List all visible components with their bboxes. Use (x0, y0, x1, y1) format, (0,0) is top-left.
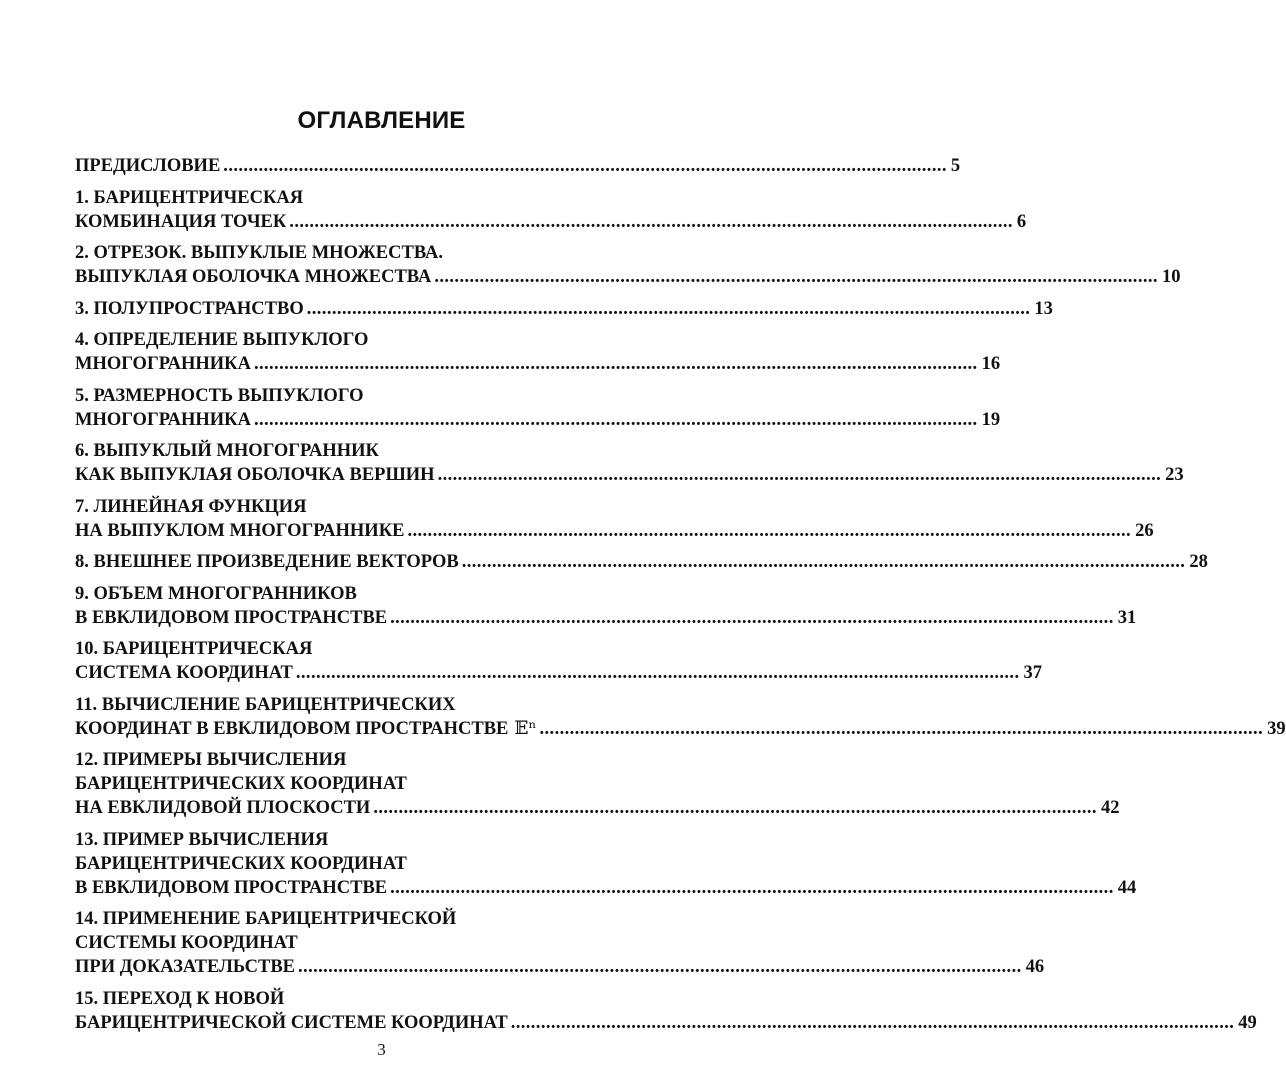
toc-entry-title-line: 2. ОТРЕЗОК. ВЫПУКЛЫЕ МНОЖЕСТВА. (75, 243, 443, 263)
toc-page-number: 49 (1238, 1012, 1257, 1033)
toc-entry-title-line: В ЕВКЛИДОВОМ ПРОСТРАНСТВЕ (75, 877, 388, 898)
toc-page-number: 44 (1117, 877, 1137, 898)
toc-entry[interactable] (75, 384, 1001, 432)
toc-entry-title-line: В ЕВКЛИДОВОМ ПРОСТРАНСТВЕ (75, 607, 388, 628)
toc-page-number: 16 (981, 354, 1001, 374)
toc-entry-title-line: НА ЕВКЛИДОВОЙ ПЛОСКОСТИ (75, 798, 371, 818)
toc-entry-last-line (75, 661, 1042, 685)
toc-entry[interactable] (75, 154, 961, 178)
dot-leader: ................................................................................................................................................ (298, 957, 1022, 977)
toc-entry[interactable] (75, 550, 1208, 574)
toc-entry[interactable] (75, 693, 1286, 741)
toc-entry[interactable] (75, 748, 1120, 820)
toc-entry-title-line: 1. БАРИЦЕНТРИЧЕСКАЯ (75, 187, 304, 208)
toc-entry-title-line: 14. ПРИМЕНЕНИЕ БАРИЦЕНТРИЧЕСКОЙ (75, 909, 457, 929)
toc-page-number: 10 (1161, 267, 1181, 287)
toc-entry-title-line: 15. ПЕРЕХОД К НОВОЙ (75, 988, 285, 1009)
toc-entry-title-line: 8. ВНЕШНЕЕ ПРОИЗВЕДЕНИЕ ВЕКТОРОВ (75, 552, 459, 572)
toc-entry-title-line: 7. ЛИНЕЙНАЯ ФУНКЦИЯ (75, 496, 307, 517)
dot-leader: ................................................................................................................................................ (390, 877, 1114, 898)
toc-entry-last-line (75, 796, 1120, 820)
toc-page-number: 46 (1025, 957, 1045, 977)
dot-leader: ................................................................................................................................................ (407, 520, 1132, 541)
toc-page-number: 39 (1267, 718, 1286, 739)
toc-entry[interactable] (75, 328, 1001, 376)
toc-entry[interactable] (75, 495, 1154, 543)
toc-entry[interactable] (75, 186, 1027, 234)
toc-entry-last-line (75, 519, 1154, 543)
toc-entry-title-line: 11. ВЫЧИСЛЕНИЕ БАРИЦЕНТРИЧЕСКИХ (75, 694, 456, 715)
toc-entry-last-line (75, 297, 1053, 321)
toc-entry-title-line: 3. ПОЛУПРОСТРАНСТВО (75, 298, 304, 319)
toc-entry-last-line (75, 550, 1208, 574)
toc-entry-last-line (75, 1011, 1257, 1035)
toc-entry-title-line: КООРДИНАТ В ЕВКЛИДОВОМ ПРОСТРАНСТВЕ (75, 718, 509, 739)
toc-entry-title-line: ВЫПУКЛАЯ ОБОЛОЧКА МНОЖЕСТВА (75, 267, 432, 287)
dot-leader: ................................................................................................................................................ (434, 267, 1158, 287)
toc-entry-last-line (75, 606, 1137, 630)
toc-entry-last-line (75, 717, 1286, 741)
toc-entry-last-line (75, 463, 1184, 487)
toc-entry-last-line (75, 154, 961, 178)
toc-title: ОГЛАВЛЕНИЕ (297, 107, 466, 134)
toc-entry[interactable] (75, 907, 1045, 979)
dot-leader: ................................................................................................................................................ (306, 298, 1031, 319)
toc-entry-title-line: МНОГОГРАННИКА (75, 409, 251, 430)
toc-entry[interactable] (75, 582, 1137, 630)
dot-leader: ................................................................................................................................................ (223, 156, 947, 176)
toc-entry-last-line (75, 876, 1137, 900)
toc-page-number: 26 (1135, 520, 1154, 541)
table-of-contents (75, 154, 1286, 1042)
toc-page-number: 28 (1189, 552, 1208, 572)
toc-entry-title-line: 13. ПРИМЕР ВЫЧИСЛЕНИЯ (75, 829, 329, 850)
toc-entry-title-line: 6. ВЫПУКЛЫЙ МНОГОГРАННИК (75, 441, 379, 461)
toc-entry-title-line: БАРИЦЕНТРИЧЕСКОЙ СИСТЕМЕ КООРДИНАТ (75, 1012, 508, 1033)
toc-page-number: 6 (1016, 211, 1027, 232)
toc-entry-title-line: 10. БАРИЦЕНТРИЧЕСКАЯ (75, 639, 313, 659)
dot-leader: ................................................................................................................................................ (295, 663, 1020, 683)
toc-entry[interactable] (75, 439, 1184, 487)
toc-entry-title-line: 9. ОБЪЕМ МНОГОГРАННИКОВ (75, 583, 357, 604)
toc-entry-last-line (75, 408, 1001, 432)
toc-entry-title-line: СИСТЕМА КООРДИНАТ (75, 663, 293, 683)
toc-entry-last-line (75, 265, 1181, 289)
dot-leader: ................................................................................................................................................ (390, 607, 1114, 628)
toc-entry-title-line: ПРИ ДОКАЗАТЕЛЬСТВЕ (75, 957, 296, 977)
page-number: 3 (377, 1040, 386, 1059)
toc-entry-title-line: БАРИЦЕНТРИЧЕСКИХ КООРДИНАТ (75, 853, 407, 874)
toc-entry[interactable] (75, 241, 1181, 289)
dot-leader: ................................................................................................................................................ (373, 798, 1097, 818)
dot-leader: ................................................................................................................................................ (461, 552, 1186, 572)
toc-entry-title-line: МНОГОГРАННИКА (75, 354, 251, 374)
toc-entry-last-line (75, 955, 1045, 979)
toc-page-number: 23 (1165, 465, 1184, 485)
dot-leader: ................................................................................................................................................ (510, 1012, 1235, 1033)
toc-entry-title-line: СИСТЕМЫ КООРДИНАТ (75, 933, 298, 953)
toc-page-number: 37 (1023, 663, 1042, 683)
toc-entry-title-line: 12. ПРИМЕРЫ ВЫЧИСЛЕНИЯ (75, 750, 347, 770)
toc-entry-title-line: 5. РАЗМЕРНОСТЬ ВЫПУКЛОГО (75, 385, 364, 406)
toc-entry-title-line: 4. ОПРЕДЕЛЕНИЕ ВЫПУКЛОГО (75, 330, 369, 350)
toc-entry-last-line (75, 210, 1027, 234)
toc-entry-title-line: КОМБИНАЦИЯ ТОЧЕК (75, 211, 287, 232)
toc-page-number: 19 (981, 409, 1001, 430)
toc-entry-title-line: КАК ВЫПУКЛАЯ ОБОЛОЧКА ВЕРШИН (75, 465, 435, 485)
toc-entry[interactable] (75, 637, 1042, 685)
toc-page-number: 42 (1100, 798, 1120, 818)
dot-leader: ................................................................................................................................................ (289, 211, 1013, 232)
toc-entry-title-line: НА ВЫПУКЛОМ МНОГОГРАННИКЕ (75, 520, 405, 541)
dot-leader: ................................................................................................................................................ (539, 718, 1264, 739)
toc-entry[interactable] (75, 987, 1257, 1035)
toc-page-number: 31 (1117, 607, 1137, 628)
toc-entry-last-line (75, 352, 1001, 376)
math-symbol: 𝔼ⁿ (514, 717, 537, 739)
dot-leader: ................................................................................................................................................ (437, 465, 1162, 485)
toc-entry-title-line: БАРИЦЕНТРИЧЕСКИХ КООРДИНАТ (75, 774, 407, 794)
toc-entry[interactable] (75, 828, 1137, 900)
toc-page-number: 13 (1034, 298, 1053, 319)
dot-leader: ................................................................................................................................................ (253, 354, 978, 374)
toc-entry[interactable] (75, 297, 1053, 321)
toc-entry-title-line: ПРЕДИСЛОВИЕ (75, 156, 221, 176)
toc-page-number: 5 (950, 156, 961, 176)
dot-leader: ................................................................................................................................................ (253, 409, 978, 430)
